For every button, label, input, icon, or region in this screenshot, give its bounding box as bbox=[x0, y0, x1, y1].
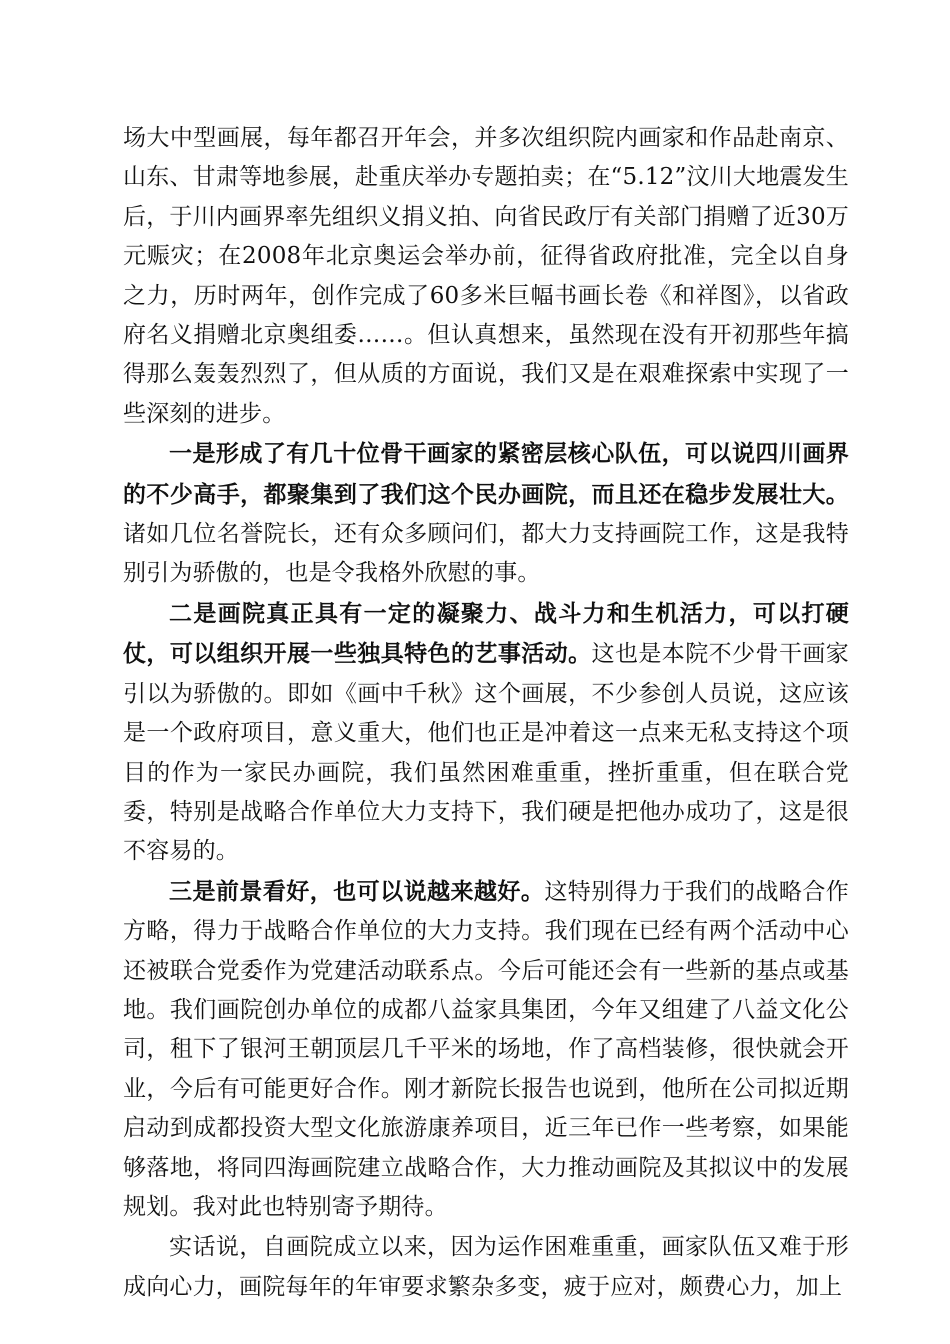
paragraph-2 bbox=[123, 434, 849, 594]
document-body bbox=[123, 118, 849, 1307]
paragraph-3 bbox=[123, 594, 849, 872]
paragraph-4-text: 这特别得力于我们的战略合作方略，得力于战略合作单位的大力支持。我们现在已经有两个活动中心还被联合党委作为党建活动联系点。今后可能还会有一些新的基点或基地。我们画院创办单位的成都八益家具集团，今年又组建了八益文化公司，租下了银河王朝顶层几千平米的场地，作了高档装修，很快就会开业，今后有可能更好合作。刚才新院长报告也说到，他所在公司拟近期启动到成都投资大型文化旅游康养项目，近三年已作一些考察，如果能够落地，将同四海画院建立战略合作，大力推动画院及其拟议中的发展规划。我对此也特别寄予期待。 bbox=[123, 878, 849, 1220]
paragraph-2-bold-lead: 一是形成了有几十位骨干画家的紧密层核心队伍，可以说四川画界的不少高手，都聚集到了我们这个民办画院，而且还在稳步发展壮大。 bbox=[123, 440, 849, 508]
paragraph-5-text: 实话说，自画院成立以来，因为运作困难重重，画家队伍又难于形成向心力，画院每年的年审要求繁杂多变，疲于应对，颇费心力，加上 bbox=[123, 1234, 849, 1300]
paragraph-4 bbox=[123, 872, 849, 1228]
paragraph-3-text: 这也是本院不少骨干画家引以为骄傲的。即如《画中千秋》这个画展，不少参创人员说，这应该是一个政府项目，意义重大，他们也正是冲着这一点来无私支持这个项目的作为一家民办画院，我们虽然困难重重，挫折重重，但在联合党委，特别是战略合作单位大力支持下，我们硬是把他办成功了，这是很不容易的。 bbox=[123, 641, 849, 865]
paragraph-1-text: 场大中型画展，每年都召开年会，并多次组织院内画家和作品赴南京、山东、甘肃等地参展，赴重庆举办专题拍卖；在“5.12”汶川大地震发生后，于川内画界率先组织义捐义拍、向省民政厅有关部门捐赠了近30万元赈灾；在2008年北京奥运会举办前，征得省政府批准，完全以自身之力，历时两年，创作完成了60多米巨幅书画长卷《和祥图》，以省政府名义捐赠北京奥组委……。但认真想来，虽然现在没有开初那些年搞得那么轰轰烈烈了，但从质的方面说，我们又是在艰难探索中实现了一些深刻的进步。 bbox=[123, 125, 849, 427]
paragraph-1 bbox=[123, 118, 849, 434]
paragraph-2-text: 诸如几位名誉院长，还有众多顾问们，都大力支持画院工作，这是我特别引为骄傲的，也是令我格外欣慰的事。 bbox=[123, 521, 849, 587]
paragraph-5 bbox=[123, 1227, 849, 1307]
paragraph-3-bold-lead: 二是画院真正具有一定的凝聚力、战斗力和生机活力，可以打硬仗，可以组织开展一些独具特色的艺事活动。 bbox=[123, 599, 849, 668]
paragraph-4-bold-lead: 三是前景看好，也可以说越来越好。 bbox=[169, 877, 545, 905]
